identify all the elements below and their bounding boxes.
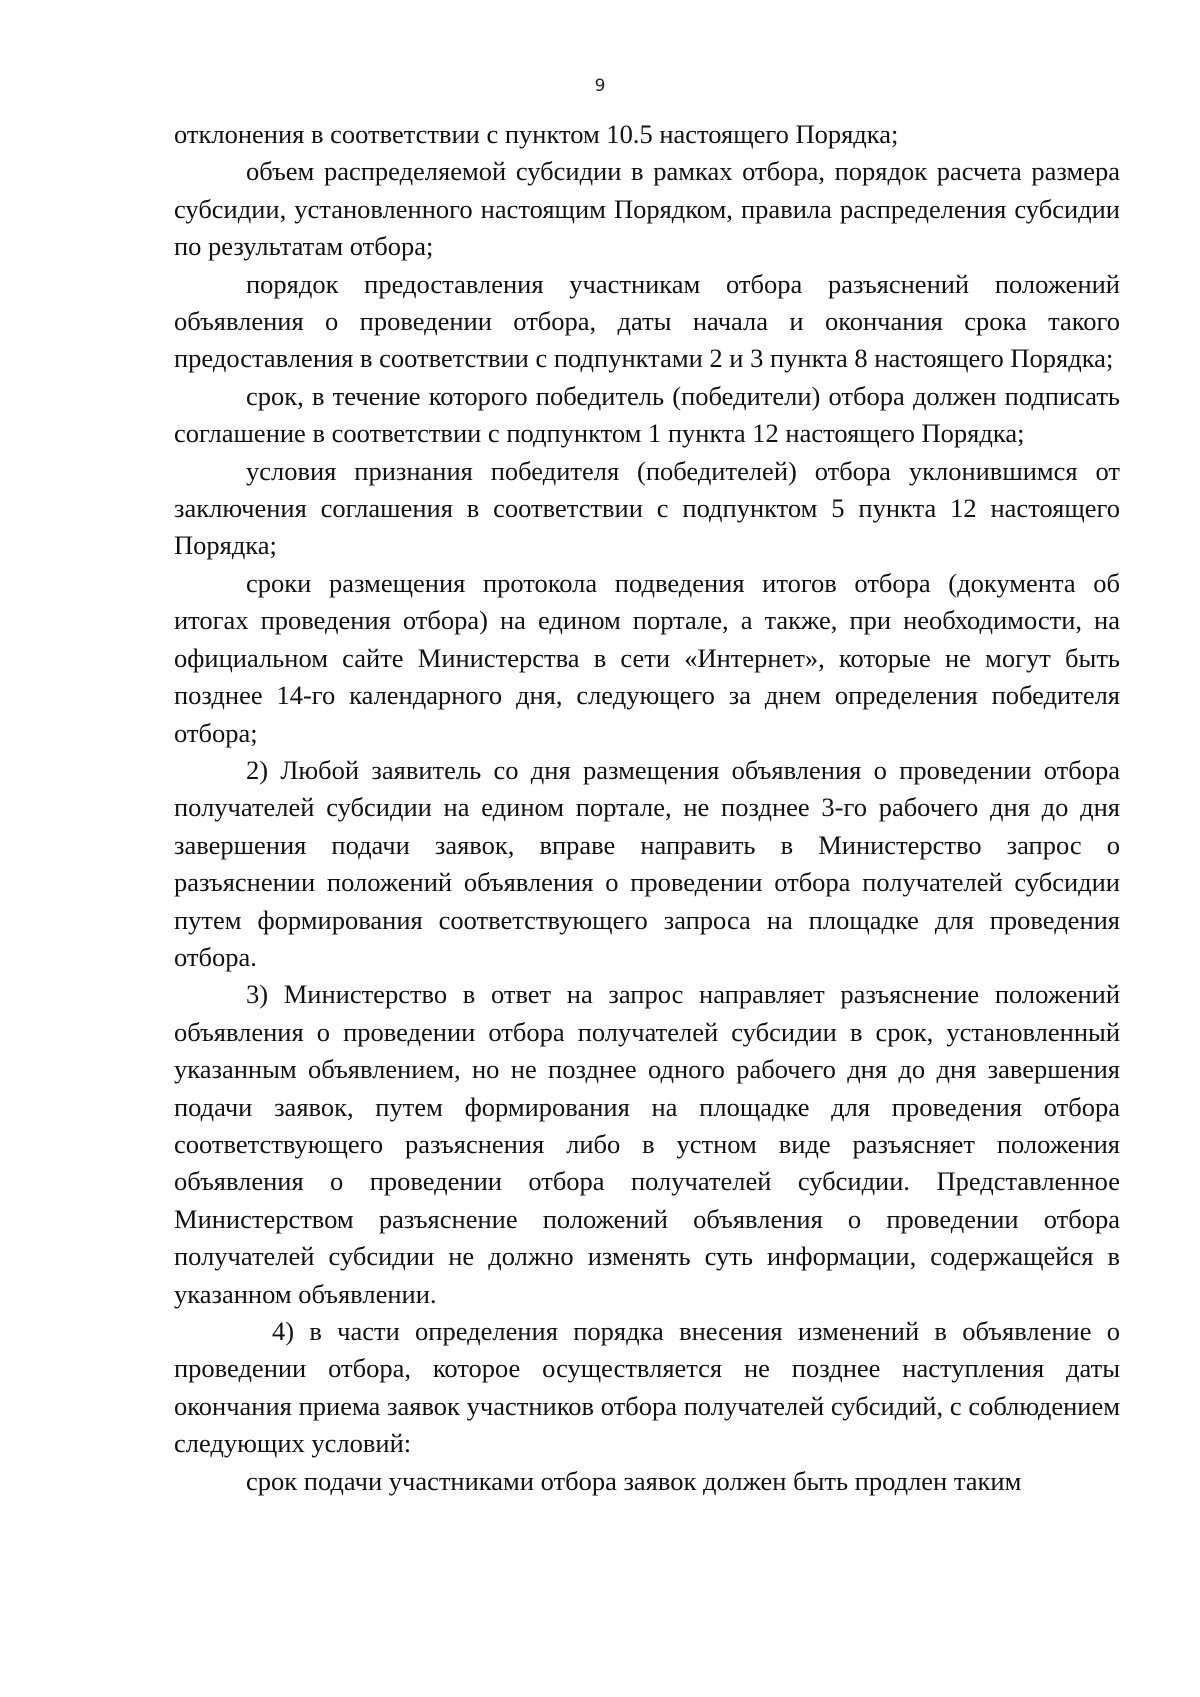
paragraph-subsidy-volume: объем распределяемой субсидии в рамках отбора, порядок расчета размера субсидии, установленного настоящим Порядком, правила распределения субсидии по результатам отбора; (174, 156, 1120, 262)
paragraph-continuation: отклонения в соответствии с пунктом 10.5 настоящего Порядка; (174, 119, 899, 149)
document-body (174, 116, 1120, 1500)
paragraph-item-4: 4) в части определения порядка внесения изменений в объявление о проведении отбора, которое осуществляется не позднее наступления даты окончания приема заявок участников отбора получателей субсидий, с соблюдением следующих условий: (174, 1316, 1120, 1459)
paragraph-submission-term: срок подачи участниками отбора заявок должен быть продлен таким (246, 1465, 1022, 1496)
paragraph-clarification-order: порядок предоставления участникам отбора разъяснений положений объявления о проведении отбора, даты начала и окончания срока такого предоставления в соответствии с подпунктами 2 и 3 пункта 8 настоящего Порядка; (174, 268, 1120, 374)
paragraph-protocol-terms: сроки размещения протокола подведения итогов отбора (документа об итогах проведения отбора) на едином портале, а также, при необходимости, на официальном сайте Министерства в сети «Интернет», которые не могут быть позднее 14-го календарного дня, следующего за днем определения победителя отбора; (174, 567, 1120, 748)
paragraph-evasion-conditions: условия признания победителя (победителей) отбора уклонившимся от заключения соглашения в соответствии с подпунктом 5 пункта 12 настоящего Порядка; (174, 455, 1120, 561)
paragraph-signing-term: срок, в течение которого победитель (победители) отбора должен подписать соглашение в соответствии с подпунктом 1 пункта 12 настоящего Порядка; (174, 380, 1120, 449)
paragraph-item-2: 2) Любой заявитель со дня размещения объявления о проведении отбора получателей субсидии на едином портале, не позднее 3-го рабочего дня до дня завершения подачи заявок, вправе направить в Министерство запрос о разъяснении положений объявления о проведении отбора получателей субсидии путем формирования соответствующего запроса на площадке для проведения отбора. (174, 754, 1120, 972)
paragraph-item-3: 3) Министерство в ответ на запрос направляет разъяснение положений объявления о проведении отбора получателей субсидии в срок, установленный указанным объявлением, но не позднее одного рабочего дня до дня завершения подачи заявок, путем формирования на площадке для проведения отбора соответствующего разъяснения либо в устном виде разъясняет положения объявления о проведении отбора получателей субсидии. Представленное Министерством разъяснение положений объявления о проведении отбора получателей субсидии не должно изменять суть информации, содержащейся в указанном объявлении. (174, 979, 1120, 1309)
page-number: 9 (594, 76, 606, 96)
